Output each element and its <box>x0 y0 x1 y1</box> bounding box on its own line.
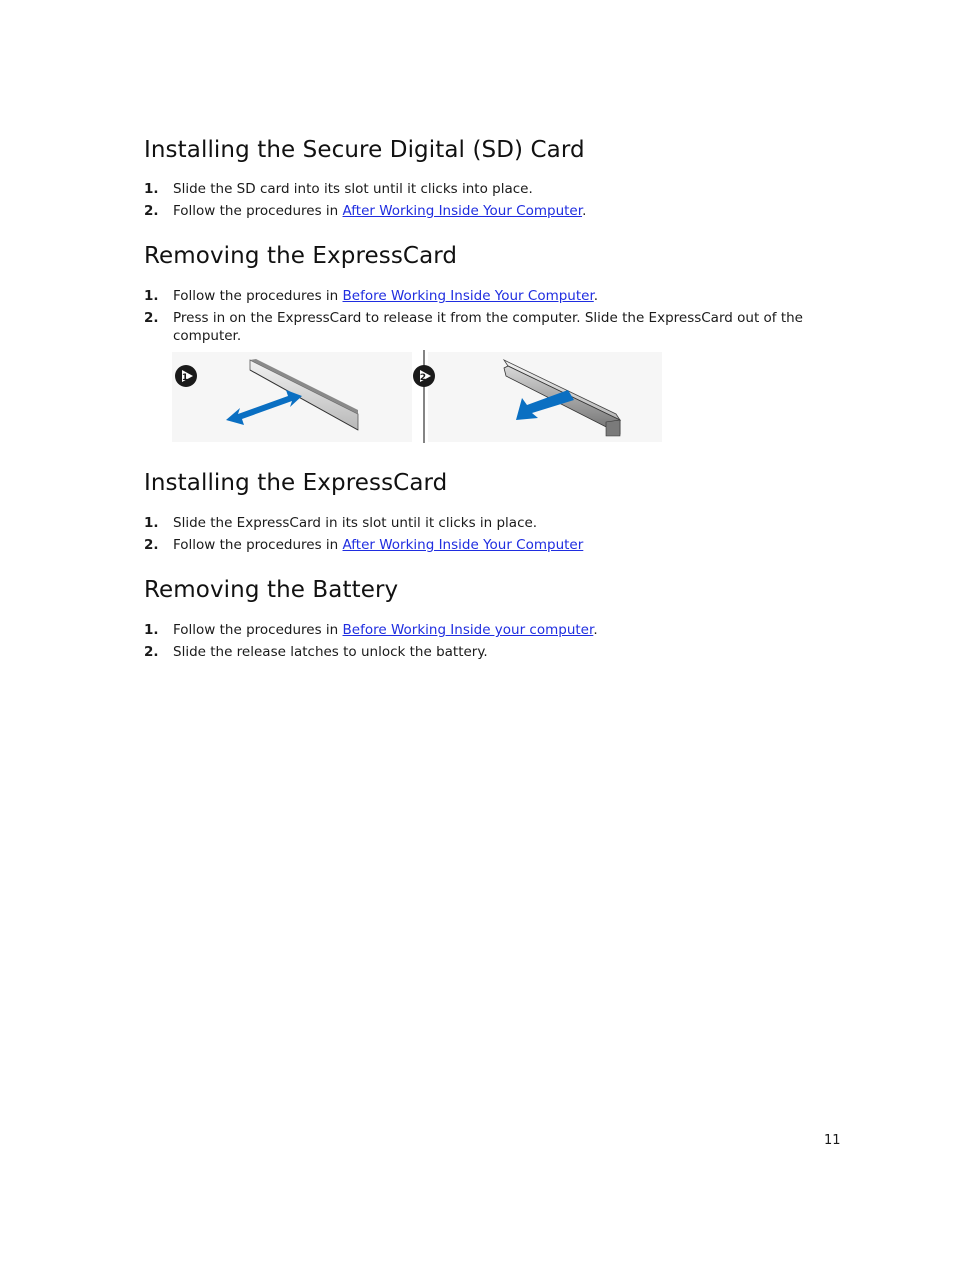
list-item <box>144 180 824 198</box>
list-item <box>144 621 824 639</box>
step-number: 1. <box>144 622 159 638</box>
heading-remove-battery: Removing the Battery <box>144 577 399 603</box>
step-text: Follow the procedures in <box>173 288 343 304</box>
heading-install-sd-card: Installing the Secure Digital (SD) Card <box>144 137 585 163</box>
list-item <box>144 202 824 220</box>
step-text: Follow the procedures in <box>173 203 343 219</box>
steps-remove-battery <box>144 621 824 665</box>
list-item <box>144 309 824 345</box>
step-text-end: . <box>593 622 598 638</box>
step-number: 2. <box>144 537 159 553</box>
list-item <box>144 536 824 554</box>
list-item <box>144 643 824 661</box>
callout-2-icon <box>413 365 435 387</box>
expresscard-illustration <box>172 350 662 445</box>
after-working-link[interactable]: After Working Inside Your Computer <box>342 203 583 219</box>
steps-install-expresscard <box>144 514 824 558</box>
step-text: Follow the procedures in <box>173 537 343 553</box>
list-item <box>144 287 824 305</box>
callout-1-label: 1 <box>181 373 189 383</box>
steps-remove-expresscard <box>144 287 824 349</box>
figure-panel-2 <box>428 352 662 442</box>
after-working-link[interactable]: After Working Inside Your Computer <box>342 537 584 553</box>
step-number: 1. <box>144 515 159 531</box>
before-working-link[interactable]: Before Working Inside your computer <box>342 622 594 638</box>
step-number: 2. <box>144 310 159 326</box>
step-text-end: . <box>582 203 587 219</box>
callout-2-label: 2 <box>419 373 427 383</box>
list-item <box>144 514 824 532</box>
step-number: 2. <box>144 203 159 219</box>
callout-1-icon <box>175 365 197 387</box>
page-number: 11 <box>824 1133 841 1148</box>
step-text-end: . <box>593 288 599 304</box>
step-number: 1. <box>144 288 159 304</box>
heading-install-expresscard: Installing the ExpressCard <box>144 470 448 496</box>
before-working-link[interactable]: Before Working Inside Your Computer <box>342 288 594 304</box>
step-text: Slide the release latches to unlock the battery. <box>173 644 488 660</box>
heading-remove-expresscard: Removing the ExpressCard <box>144 243 458 269</box>
step-text: Slide the ExpressCard in its slot until it clicks in place. <box>173 515 538 531</box>
step-text: Press in on the ExpressCard to release it from the computer. Slide the ExpressCard out of the computer. <box>173 310 803 344</box>
step-number: 2. <box>144 644 159 660</box>
step-text: Slide the SD card into its slot until it clicks into place. <box>173 181 533 197</box>
steps-install-sd-card <box>144 180 824 224</box>
expresscard-removal-figure <box>172 350 662 445</box>
step-text: Follow the procedures in <box>173 622 343 638</box>
step-number: 1. <box>144 181 159 197</box>
